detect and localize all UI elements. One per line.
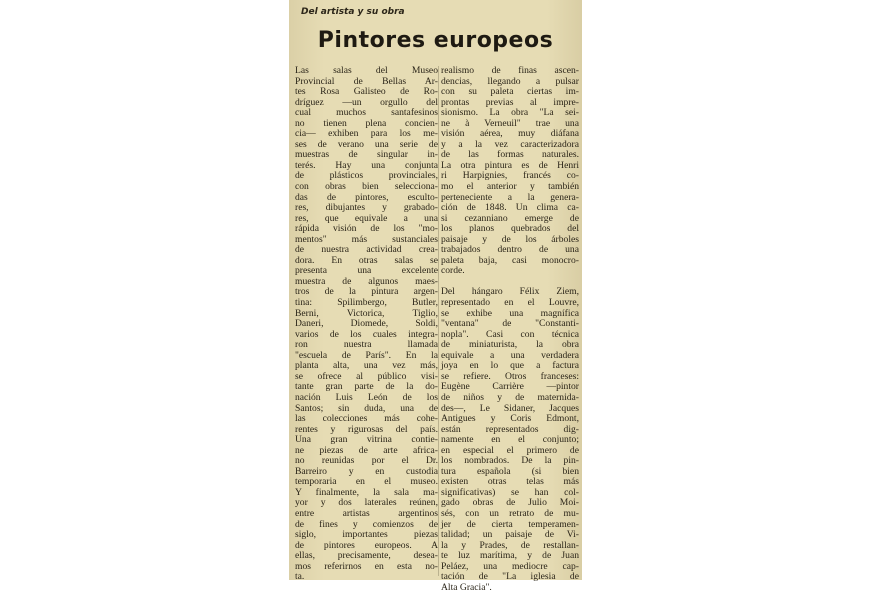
text-line: están representados dig- (441, 423, 579, 435)
text-line: se refiere. Otros franceses: (441, 370, 579, 382)
text-line: joya en lo que a factura (441, 360, 579, 372)
section-label: Del artista y su obra (301, 7, 405, 17)
text-line: sionismo. La obra "La sei- (441, 107, 579, 119)
text-line: jer de cierta temperamen- (441, 518, 579, 530)
text-line: dencias, llegando a pulsar (441, 75, 579, 87)
text-line: la y Prades, de restallan- (441, 539, 579, 551)
text-line: mos referirnos en esta no- (295, 560, 438, 572)
text-line: ellas, precisamente, desea- (295, 550, 438, 562)
text-line: los planos quebrados del (441, 223, 579, 235)
text-line: con su paleta ciertas im- (441, 86, 579, 98)
text-line: das de pintores, esculto- (295, 191, 438, 203)
text-line: Antigues y Coris Edmont, (441, 413, 579, 425)
text-line: Daneri, Diomede, Soldi, (295, 318, 438, 330)
text-line: prontas previas al impre- (441, 96, 579, 108)
text-line: se ofrece al público visi- (295, 370, 438, 382)
text-line: ne à Verneuil" trae una (441, 117, 579, 129)
text-line: rápida visión de los "mo- (295, 223, 438, 235)
text-line: de niños y de maternida- (441, 391, 579, 403)
text-line: con obras bien selecciona- (295, 181, 438, 193)
text-line: entre artistas argentinos (295, 507, 438, 519)
text-line: Alta Gracia". (441, 581, 492, 593)
text-line: tación de "La iglesia de (441, 571, 579, 583)
text-line: de fines y comienzos de (295, 518, 438, 530)
text-line: ses de verano una serie de (295, 138, 438, 150)
text-line: cual muchos santafesinos (295, 107, 438, 119)
left-column (295, 66, 438, 583)
text-line: "escuela de París". En la (295, 349, 438, 361)
text-line: trabajados dentro de una (441, 244, 579, 256)
text-line: los nombrados. De la pin- (441, 455, 579, 467)
text-line: tes Rosa Galisteo de Ro- (295, 86, 438, 98)
text-line: tros de la pintura argen- (295, 286, 438, 298)
text-line: visión aérea, muy diáfana (441, 128, 579, 140)
text-line: muestras de singular in- (295, 149, 438, 161)
text-line: tina: Spilimbergo, Butler, (295, 297, 438, 309)
text-line: paleta baja, casi monocro- (441, 254, 579, 266)
text-line: Y finalmente, la sala ma- (295, 486, 438, 498)
text-line: des—, Le Sidaner, Jacques (441, 402, 579, 414)
text-line: Barreiro y en custodia (295, 465, 438, 477)
text-line: no reunidas por el Dr. (295, 455, 438, 467)
text-line: no tienen plena concien- (295, 117, 438, 129)
text-line: representado en el Louvre, (441, 297, 579, 309)
text-line: terés. Hay una conjunta (295, 159, 438, 171)
text-line: siglo, importantes piezas (295, 529, 438, 541)
text-line: realismo de finas ascen- (441, 65, 579, 76)
right-column (441, 66, 579, 593)
text-line: perteneciente a la genera- (441, 191, 579, 203)
text-line: varios de los cuales integra- (295, 328, 438, 340)
text-line: nopla". Casi con técnica (441, 328, 579, 340)
text-line: Las salas del Museo (295, 65, 438, 76)
text-line: significativas) se han col- (441, 486, 579, 498)
text-line: Berni, Victorica, Tiglio, (295, 307, 438, 319)
text-line: temporaria en el museo. (295, 476, 438, 488)
text-line: talidad; un paisaje de Vi- (441, 529, 579, 541)
text-line: corde. (441, 265, 465, 277)
text-line: nación Luis León de los (295, 391, 438, 403)
text-line: presenta una excelente (295, 265, 438, 277)
text-line: Santos; sin duda, una de (295, 402, 438, 414)
text-line: sés, con un retrato de mu- (441, 507, 579, 519)
text-line: tante gran parte de la do- (295, 381, 438, 393)
text-line: gado obras de Julio Moi- (441, 497, 579, 509)
text-line: mo el anterior y también (441, 181, 579, 193)
text-line: existen otras telas más (441, 476, 579, 488)
text-line: cia— exhiben para los me- (295, 128, 438, 140)
text-line: equivale a una verdadera (441, 349, 579, 361)
text-line: te luz marítima, y de Juan (441, 550, 579, 562)
newspaper-clipping (289, 0, 582, 593)
article-headline: Pintores europeos (317, 28, 554, 53)
text-line: res, que equivale a una (295, 212, 438, 224)
text-line: las colecciones más cohe- (295, 413, 438, 425)
text-line: dríguez —un orgullo del (295, 96, 438, 108)
text-line: de miniaturista, la obra (441, 339, 579, 351)
text-line: en especial el primero de (441, 444, 579, 456)
text-line: La otra pintura es de Henri (441, 159, 579, 171)
text-line: se exhibe una magnífica (441, 307, 579, 319)
text-line: de pintores europeos. A (295, 539, 438, 551)
text-line: paisaje y de los árboles (441, 233, 579, 245)
text-line: muestra de algunos maes- (295, 275, 438, 287)
text-line: ron nuestra llamada (295, 339, 438, 351)
text-line: de plásticos provinciales, (295, 170, 438, 182)
text-line: Del hángaro Félix Ziem, (441, 286, 579, 298)
text-line: Eugène Carrière —pintor (441, 381, 579, 393)
text-line: dora. En otras salas se (295, 254, 438, 266)
text-line: "ventana" de "Constanti- (441, 318, 579, 330)
text-line: ri Harpignies, francés co- (441, 170, 579, 182)
text-line: res, dibujantes y grabado- (295, 202, 438, 214)
text-line: de nuestra actividad crea- (295, 244, 438, 256)
text-line: y a la vez caracterizadora (441, 138, 579, 150)
text-line: Una gran vitrina contie- (295, 434, 438, 446)
text-line: ción de 1848. Un clima ca- (441, 202, 579, 214)
text-line: de las formas naturales. (441, 149, 579, 161)
text-line: si cezanniano emerge de (441, 212, 579, 224)
text-line: ta. (295, 571, 305, 583)
text-line: Provincial de Bellas Ar- (295, 75, 438, 87)
text-line: planta alta, una vez más, (295, 360, 438, 372)
text-line: rentes y rigurosas del país. (295, 423, 438, 435)
text-line: tura española (si bien (441, 465, 579, 477)
column-divider (438, 66, 439, 576)
text-line: Peláez, una mediocre cap- (441, 560, 579, 572)
text-line: ne piezas de arte africa- (295, 444, 438, 456)
text-line: mentos" más sustanciales (295, 233, 438, 245)
text-line: yor y dos laterales reúnen, (295, 497, 438, 509)
text-line: namente en el conjunto; (441, 434, 579, 446)
